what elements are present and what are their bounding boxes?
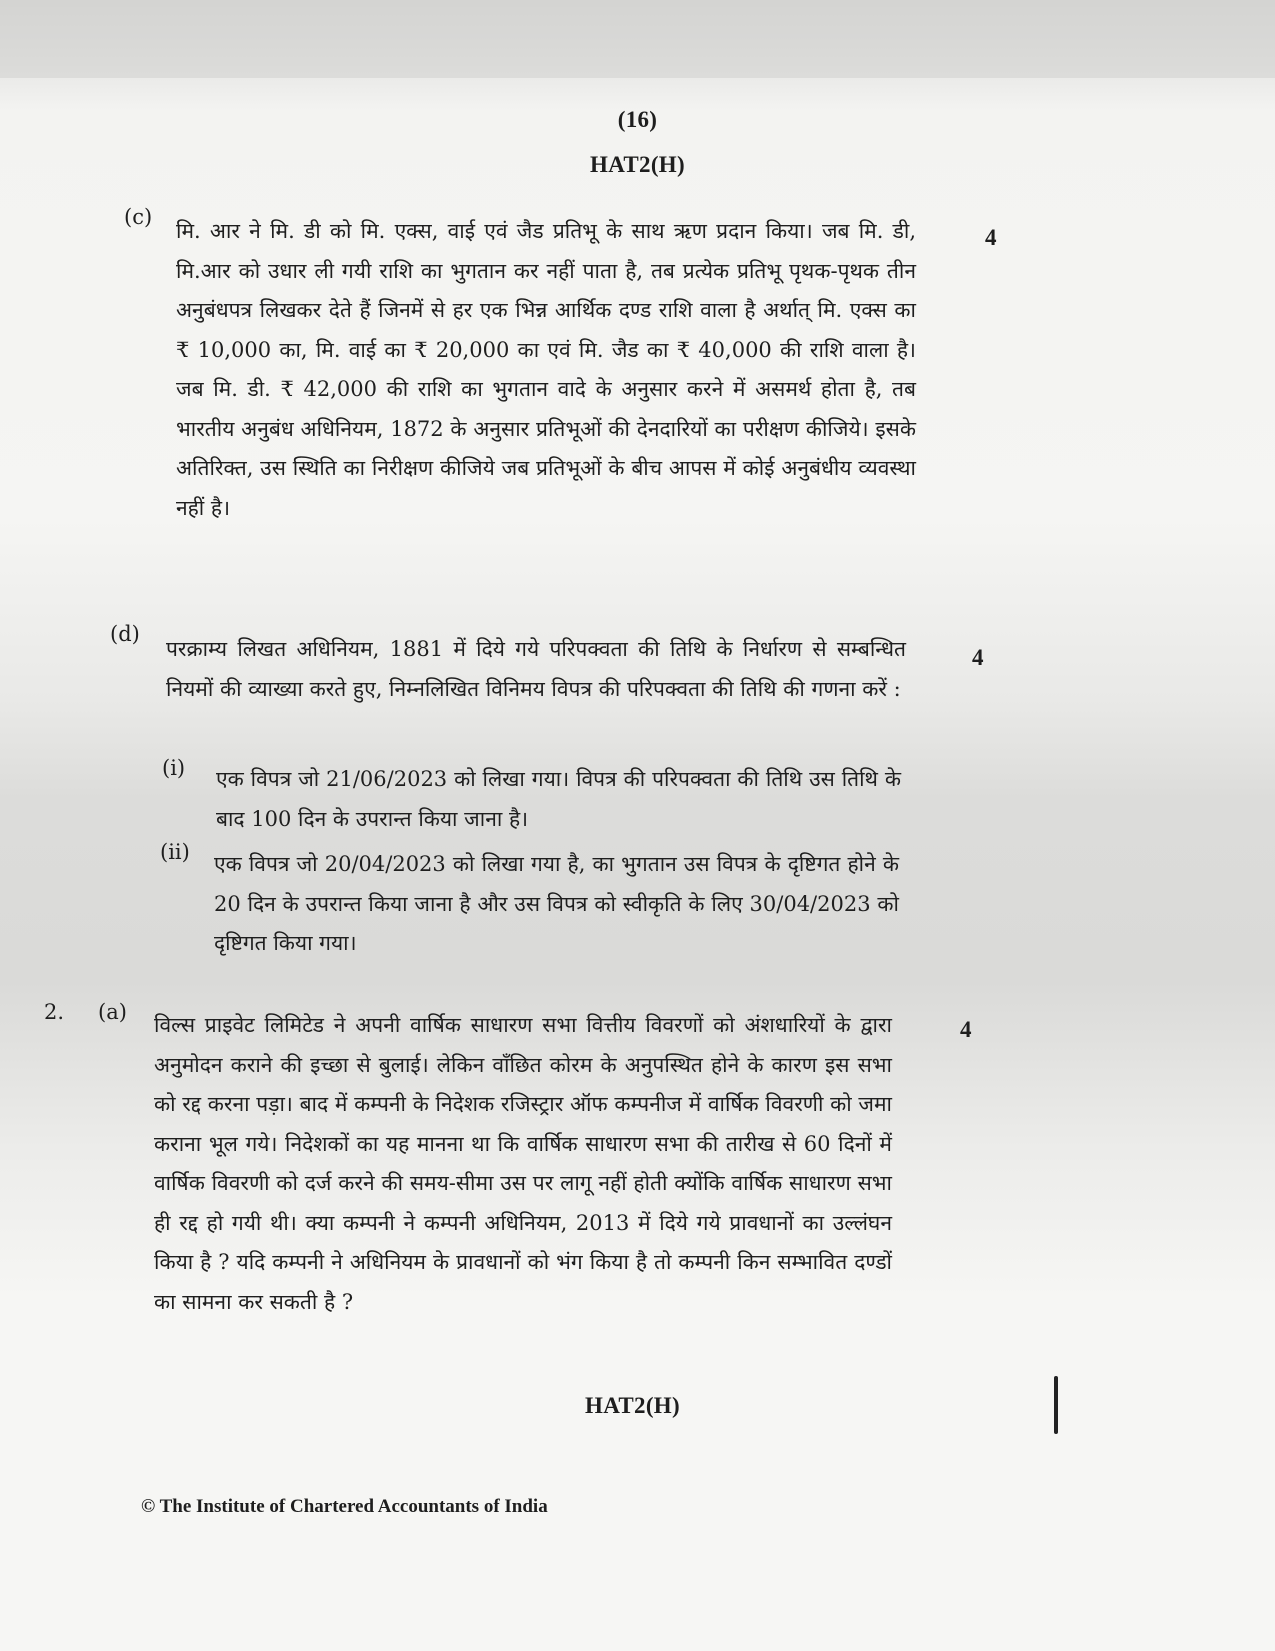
question-marks: 4: [972, 645, 984, 670]
pen-stroke-mark: [1054, 1376, 1058, 1434]
question-marks: 4: [960, 1017, 972, 1042]
question-label: (c): [124, 205, 153, 229]
question-text: मि. आर ने मि. डी को मि. एक्स, वाई एवं जैड प्रतिभू के साथ ऋण प्रदान किया। जब मि. डी, मि.आर को उधार ली गयी राशि का भुगतान कर नहीं पाता है, तब प्रत्येक प्रतिभू पृथक-पृथक तीन अनुबंधपत्र लिखकर देते हैं जिनमें से हर एक भिन्न आर्थिक दण्ड राशि वाला है अर्थात् मि. एक्स का ₹ 10,000 का, मि. वाई का ₹ 20,000 का एवं मि. जैड का ₹ 40,000 की राशि वाला है। जब मि. डी. ₹ 42,000 की राशि का भुगतान वादे के अनुसार करने में असमर्थ होता है, तब भारतीय अनुबंध अधिनियम, 1872 के अनुसार प्रतिभूओं की देनदारियों का परीक्षण कीजिये। इसके अतिरिक्त, उस स्थिति का निरीक्षण कीजिये जब प्रतिभूओं के बीच आपस में कोई अनुबंधीय व्यवस्था नहीं है।: [176, 219, 916, 520]
item-label: (ii): [160, 840, 190, 864]
scan-top-band: [0, 0, 1275, 78]
item-label: (i): [162, 756, 186, 780]
question-text: परक्राम्य लिखत अधिनियम, 1881 में दिये गये परिपक्वता की तिथि के निर्धारण से सम्बन्धित नियमों की व्याख्या करते हुए, निम्नलिखित विनिमय विपत्र की परिपक्वता की तिथि की गणना करें :: [166, 637, 906, 701]
question-label: (d): [110, 622, 140, 646]
item-text: एक विपत्र जो 20/04/2023 को लिखा गया है, का भुगतान उस विपत्र के दृष्टिगत होने के 20 दिन के उपरान्त किया जाना है और उस विपत्र को स्वीकृति के लिए 30/04/2023 को दृष्टिगत किया गया।: [214, 852, 899, 955]
copyright-footer: © The Institute of Chartered Accountants of India: [141, 1496, 548, 1517]
question-label: (a): [98, 1000, 127, 1024]
question-number: 2.: [44, 1000, 65, 1024]
question-text: विल्स प्राइवेट लिमिटेड ने अपनी वार्षिक साधारण सभा वित्तीय विवरणों को अंशधारियों के द्वारा अनुमोदन कराने की इच्छा से बुलाई। लेकिन वाँछित कोरम के अनुपस्थित होने के कारण इस सभा को रद्द करना पड़ा। बाद में कम्पनी के निदेशक रजिस्ट्रार ऑफ कम्पनीज में वार्षिक विवरणी को जमा कराना भूल गये। निदेशकों का यह मानना था कि वार्षिक साधारण सभा की तारीख से 60 दिनों में वार्षिक विवरणी को दर्ज करने की समय-सीमा उस पर लागू नहीं होती क्योंकि वार्षिक साधारण सभा ही रद्द हो गयी थी। क्या कम्पनी ने कम्पनी अधिनियम, 2013 में दिये गये प्रावधानों का उल्लंघन किया है ? यदि कम्पनी ने अधिनियम के प्रावधानों को भंग किया है तो कम्पनी किन सम्भावित दण्डों का सामना कर सकती है ?: [154, 1013, 892, 1314]
paper-code-bottom: HAT2(H): [585, 1393, 680, 1418]
page-number: (16): [617, 107, 658, 132]
question-marks: 4: [985, 225, 997, 250]
item-text: एक विपत्र जो 21/06/2023 को लिखा गया। विपत्र की परिपक्वता की तिथि उस तिथि के बाद 100 दिन के उपरान्त किया जाना है।: [216, 767, 901, 831]
paper-code-top: HAT2(H): [590, 152, 685, 177]
